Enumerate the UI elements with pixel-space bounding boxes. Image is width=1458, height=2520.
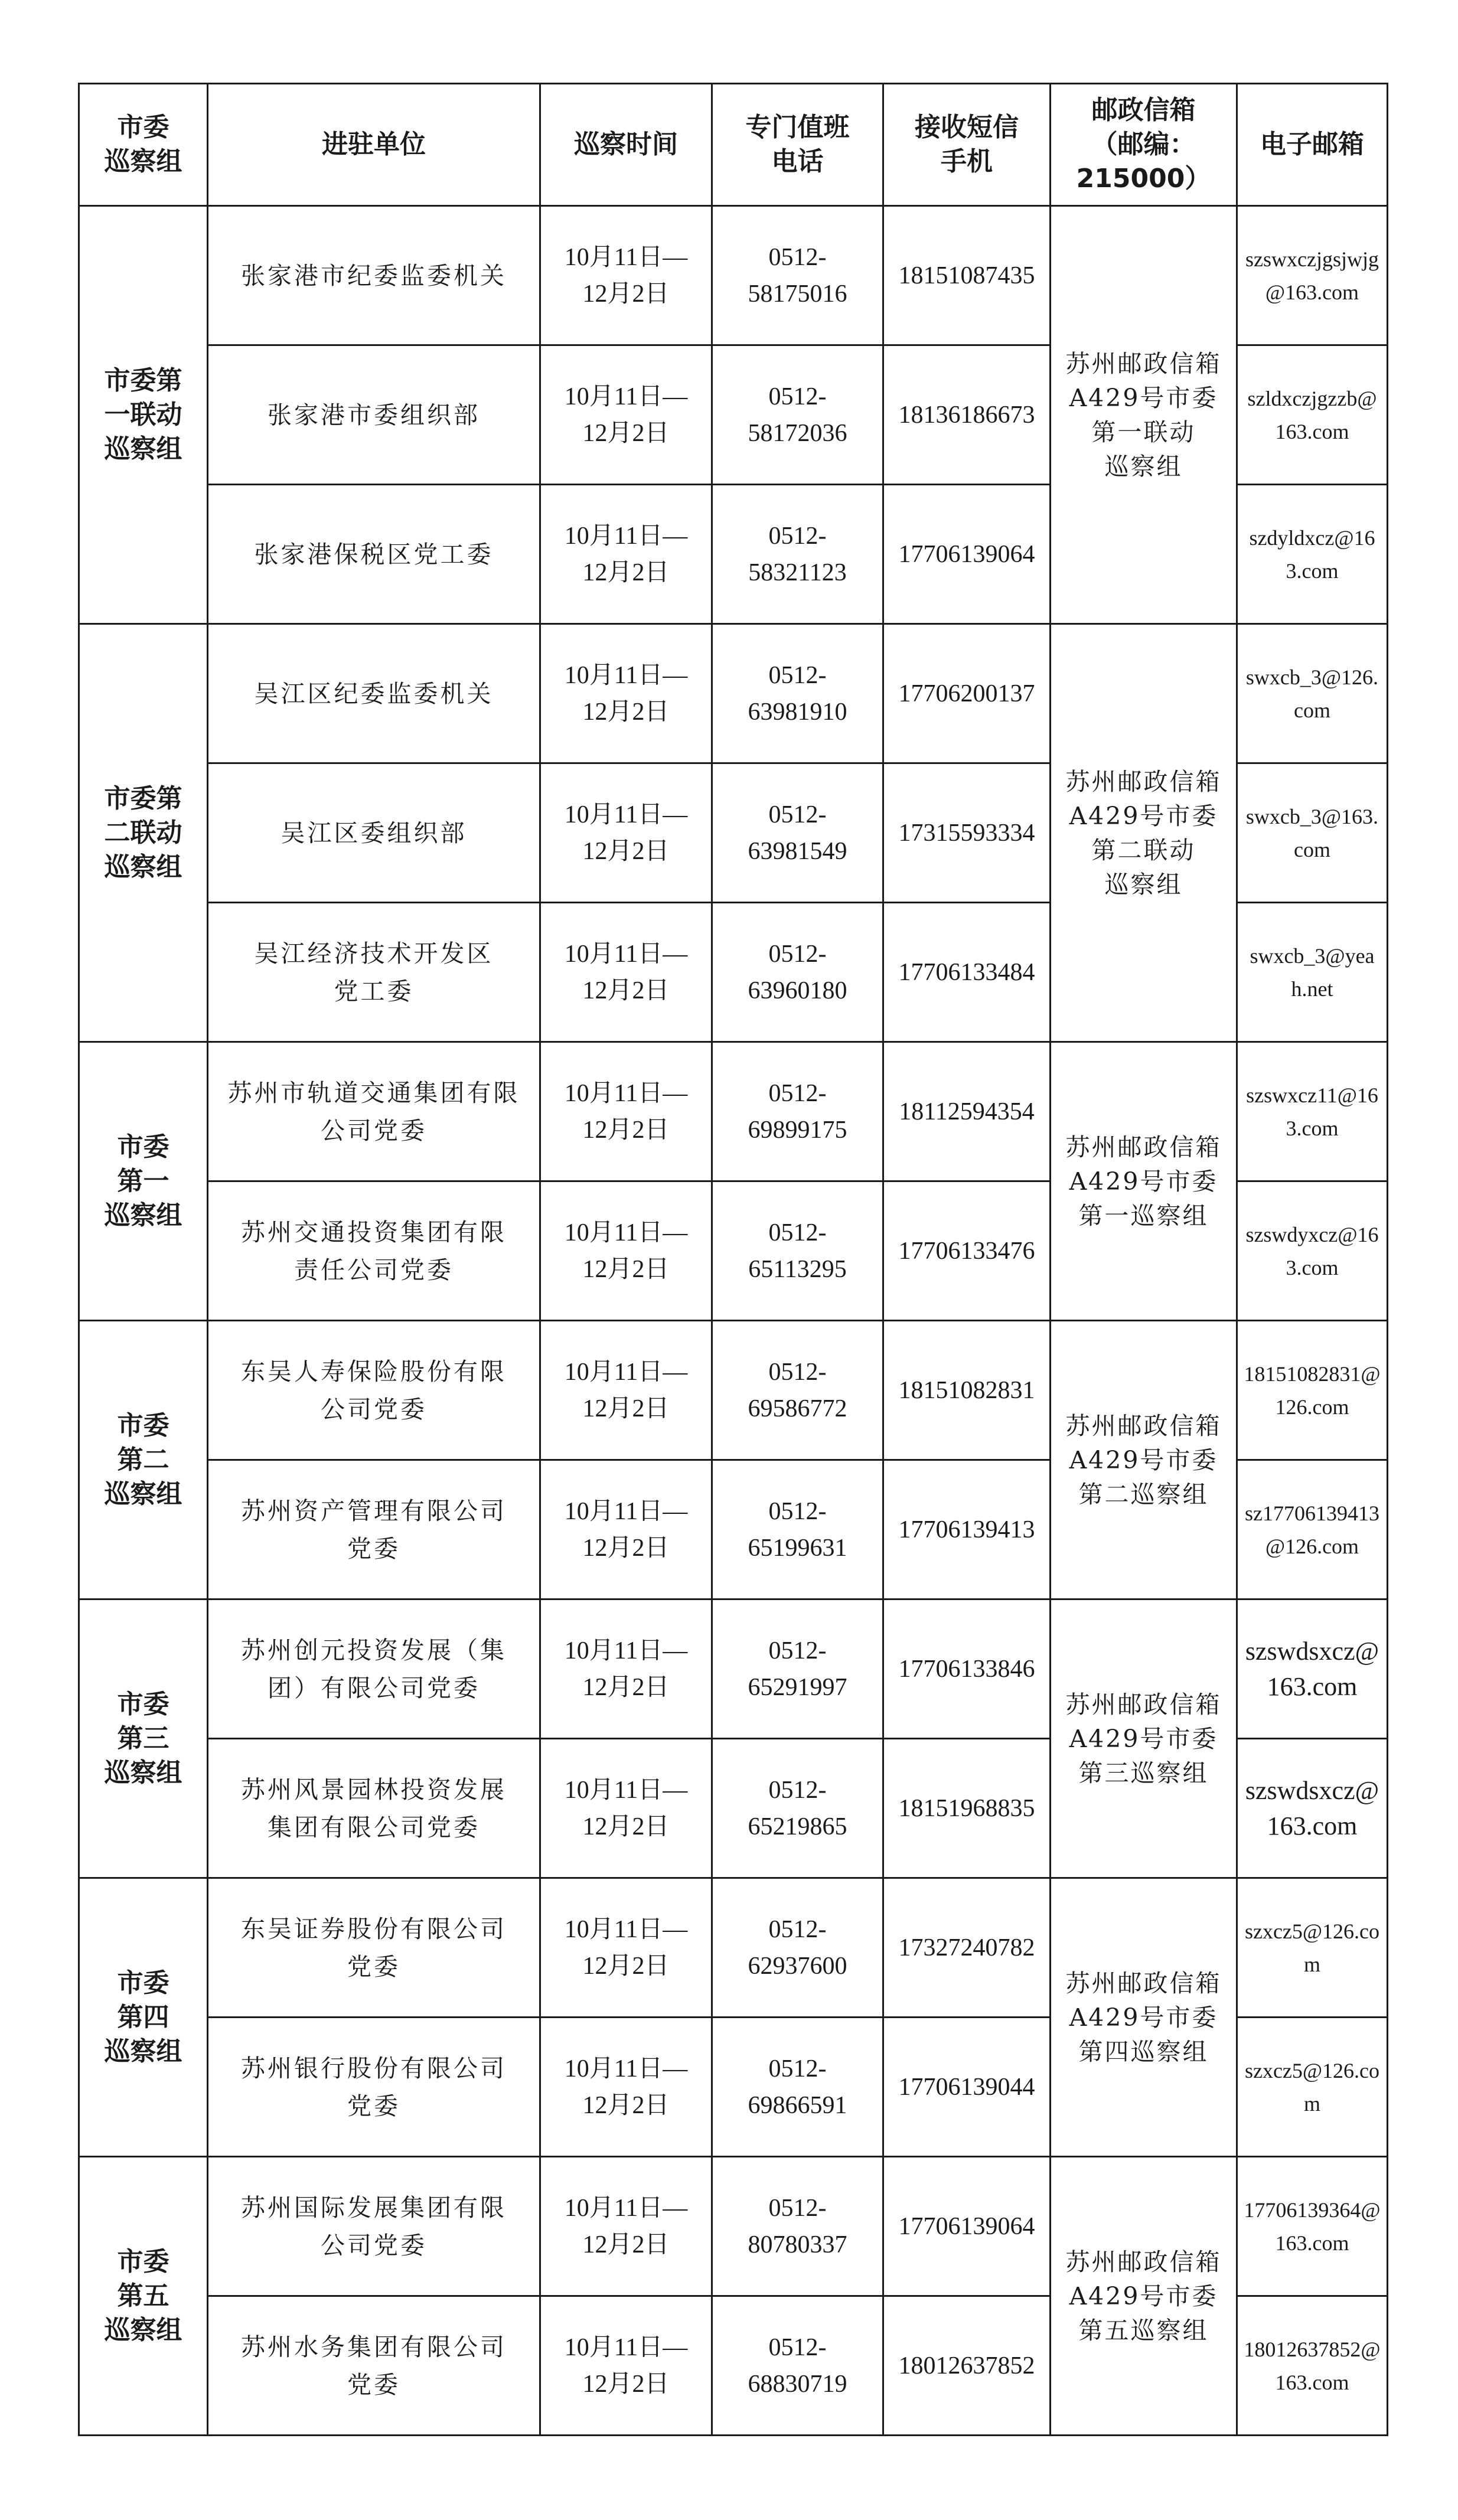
email-cell[interactable]: szswdsxcz@163.com: [1237, 1600, 1388, 1739]
time-cell: 10月11日— 12月2日: [540, 2296, 712, 2436]
time-cell: 10月11日— 12月2日: [540, 1321, 712, 1460]
unit-cell: 吴江区纪委监委机关: [208, 624, 540, 763]
time-cell: 10月11日— 12月2日: [540, 624, 712, 763]
time-cell: 10月11日— 12月2日: [540, 1600, 712, 1739]
mobile-cell: 17706200137: [883, 624, 1051, 763]
time-cell: 10月11日— 12月2日: [540, 2157, 712, 2296]
mobile-cell: 17706133846: [883, 1600, 1051, 1739]
time-cell: 10月11日— 12月2日: [540, 1739, 712, 1878]
mobile-cell: 18112594354: [883, 1042, 1051, 1181]
table-row: [79, 1600, 1388, 1739]
email-cell[interactable]: swxcb_3@126.com: [1237, 624, 1388, 763]
group-name: 市委 第四 巡察组: [79, 1878, 208, 2157]
unit-cell: 张家港市委组织部: [208, 345, 540, 485]
unit-cell: 苏州创元投资发展（集 团）有限公司党委: [208, 1600, 540, 1739]
time-cell: 10月11日— 12月2日: [540, 206, 712, 345]
mobile-cell: 17706133484: [883, 903, 1051, 1042]
postal-box-cell: 苏州邮政信箱 A429号市委 第四巡察组: [1051, 1878, 1237, 2157]
email-cell[interactable]: szxcz5@126.com: [1237, 2018, 1388, 2157]
phone-cell: 0512- 65219865: [712, 1739, 883, 1878]
postal-box-cell: 苏州邮政信箱 A429号市委 第二巡察组: [1051, 1321, 1237, 1600]
unit-cell: 苏州风景园林投资发展 集团有限公司党委: [208, 1739, 540, 1878]
group-name: 市委 第三 巡察组: [79, 1600, 208, 1878]
unit-cell: 张家港市纪委监委机关: [208, 206, 540, 345]
phone-cell: 0512- 63981549: [712, 763, 883, 903]
phone-cell: 0512- 69866591: [712, 2018, 883, 2157]
inspection-schedule-table: [78, 83, 1388, 2436]
group-name: 市委 第一 巡察组: [79, 1042, 208, 1321]
phone-cell: 0512- 68830719: [712, 2296, 883, 2436]
unit-cell: 东吴人寿保险股份有限 公司党委: [208, 1321, 540, 1460]
header-phone: 专门值班 电话: [712, 84, 883, 206]
phone-cell: 0512- 65113295: [712, 1181, 883, 1321]
time-cell: 10月11日— 12月2日: [540, 903, 712, 1042]
email-cell[interactable]: 17706139364@163.com: [1237, 2157, 1388, 2296]
table-row: [79, 2157, 1388, 2296]
email-cell[interactable]: szxcz5@126.com: [1237, 1878, 1388, 2018]
phone-cell: 0512- 65199631: [712, 1460, 883, 1600]
table-row: [79, 1042, 1388, 1181]
table-row: [79, 624, 1388, 763]
unit-cell: 张家港保税区党工委: [208, 485, 540, 624]
phone-cell: 0512- 63981910: [712, 624, 883, 763]
mobile-cell: 18012637852: [883, 2296, 1051, 2436]
postal-box-cell: 苏州邮政信箱 A429号市委 第五巡察组: [1051, 2157, 1237, 2436]
email-cell[interactable]: szswdyxcz@163.com: [1237, 1181, 1388, 1321]
email-cell[interactable]: szldxczjgzzb@163.com: [1237, 345, 1388, 485]
time-cell: 10月11日— 12月2日: [540, 1460, 712, 1600]
phone-cell: 0512- 80780337: [712, 2157, 883, 2296]
header-row: [79, 84, 1388, 206]
time-cell: 10月11日— 12月2日: [540, 1042, 712, 1181]
mobile-cell: 17315593334: [883, 763, 1051, 903]
unit-cell: 吴江区委组织部: [208, 763, 540, 903]
mobile-cell: 18151087435: [883, 206, 1051, 345]
unit-cell: 东吴证券股份有限公司 党委: [208, 1878, 540, 2018]
time-cell: 10月11日— 12月2日: [540, 2018, 712, 2157]
postal-box-cell: 苏州邮政信箱 A429号市委 第三巡察组: [1051, 1600, 1237, 1878]
group-name: 市委第 二联动 巡察组: [79, 624, 208, 1042]
unit-cell: 吴江经济技术开发区 党工委: [208, 903, 540, 1042]
header-unit: 进驻单位: [208, 84, 540, 206]
header-mobile: 接收短信 手机: [883, 84, 1051, 206]
table-row: [79, 1321, 1388, 1460]
mobile-cell: 17706139413: [883, 1460, 1051, 1600]
email-cell[interactable]: szswxcz11@163.com: [1237, 1042, 1388, 1181]
unit-cell: 苏州市轨道交通集团有限 公司党委: [208, 1042, 540, 1181]
email-cell[interactable]: 18151082831@126.com: [1237, 1321, 1388, 1460]
postal-box-cell: 苏州邮政信箱 A429号市委 第一联动 巡察组: [1051, 206, 1237, 624]
phone-cell: 0512- 65291997: [712, 1600, 883, 1739]
postal-box-cell: 苏州邮政信箱 A429号市委 第二联动 巡察组: [1051, 624, 1237, 1042]
time-cell: 10月11日— 12月2日: [540, 1878, 712, 2018]
group-name: 市委 第五 巡察组: [79, 2157, 208, 2436]
header-time: 巡察时间: [540, 84, 712, 206]
email-cell[interactable]: szswxczjgsjwjg@163.com: [1237, 206, 1388, 345]
unit-cell: 苏州国际发展集团有限 公司党委: [208, 2157, 540, 2296]
table-row: [79, 1878, 1388, 2018]
email-cell[interactable]: swxcb_3@163.com: [1237, 763, 1388, 903]
mobile-cell: 17706133476: [883, 1181, 1051, 1321]
phone-cell: 0512- 62937600: [712, 1878, 883, 2018]
email-cell[interactable]: szswdsxcz@163.com: [1237, 1739, 1388, 1878]
phone-cell: 0512- 58175016: [712, 206, 883, 345]
unit-cell: 苏州水务集团有限公司 党委: [208, 2296, 540, 2436]
mobile-cell: 18151082831: [883, 1321, 1051, 1460]
phone-cell: 0512- 63960180: [712, 903, 883, 1042]
email-cell[interactable]: szdyldxcz@163.com: [1237, 485, 1388, 624]
phone-cell: 0512- 69586772: [712, 1321, 883, 1460]
mobile-cell: 18136186673: [883, 345, 1051, 485]
mobile-cell: 17706139064: [883, 2157, 1051, 2296]
header-group: 市委 巡察组: [79, 84, 208, 206]
unit-cell: 苏州资产管理有限公司 党委: [208, 1460, 540, 1600]
time-cell: 10月11日— 12月2日: [540, 1181, 712, 1321]
time-cell: 10月11日— 12月2日: [540, 345, 712, 485]
table-row: [79, 206, 1388, 345]
email-cell[interactable]: 18012637852@163.com: [1237, 2296, 1388, 2436]
phone-cell: 0512- 58321123: [712, 485, 883, 624]
phone-cell: 0512- 58172036: [712, 345, 883, 485]
mobile-cell: 17327240782: [883, 1878, 1051, 2018]
unit-cell: 苏州银行股份有限公司 党委: [208, 2018, 540, 2157]
mobile-cell: 18151968835: [883, 1739, 1051, 1878]
group-name: 市委 第二 巡察组: [79, 1321, 208, 1600]
header-email: 电子邮箱: [1237, 84, 1388, 206]
time-cell: 10月11日— 12月2日: [540, 763, 712, 903]
phone-cell: 0512- 69899175: [712, 1042, 883, 1181]
mobile-cell: 17706139044: [883, 2018, 1051, 2157]
time-cell: 10月11日— 12月2日: [540, 485, 712, 624]
header-postal: 邮政信箱 （邮编： 215000）: [1051, 84, 1237, 206]
mobile-cell: 17706139064: [883, 485, 1051, 624]
group-name: 市委第 一联动 巡察组: [79, 206, 208, 624]
email-cell[interactable]: sz17706139413@126.com: [1237, 1460, 1388, 1600]
postal-box-cell: 苏州邮政信箱 A429号市委 第一巡察组: [1051, 1042, 1237, 1321]
unit-cell: 苏州交通投资集团有限 责任公司党委: [208, 1181, 540, 1321]
email-cell[interactable]: swxcb_3@yeah.net: [1237, 903, 1388, 1042]
